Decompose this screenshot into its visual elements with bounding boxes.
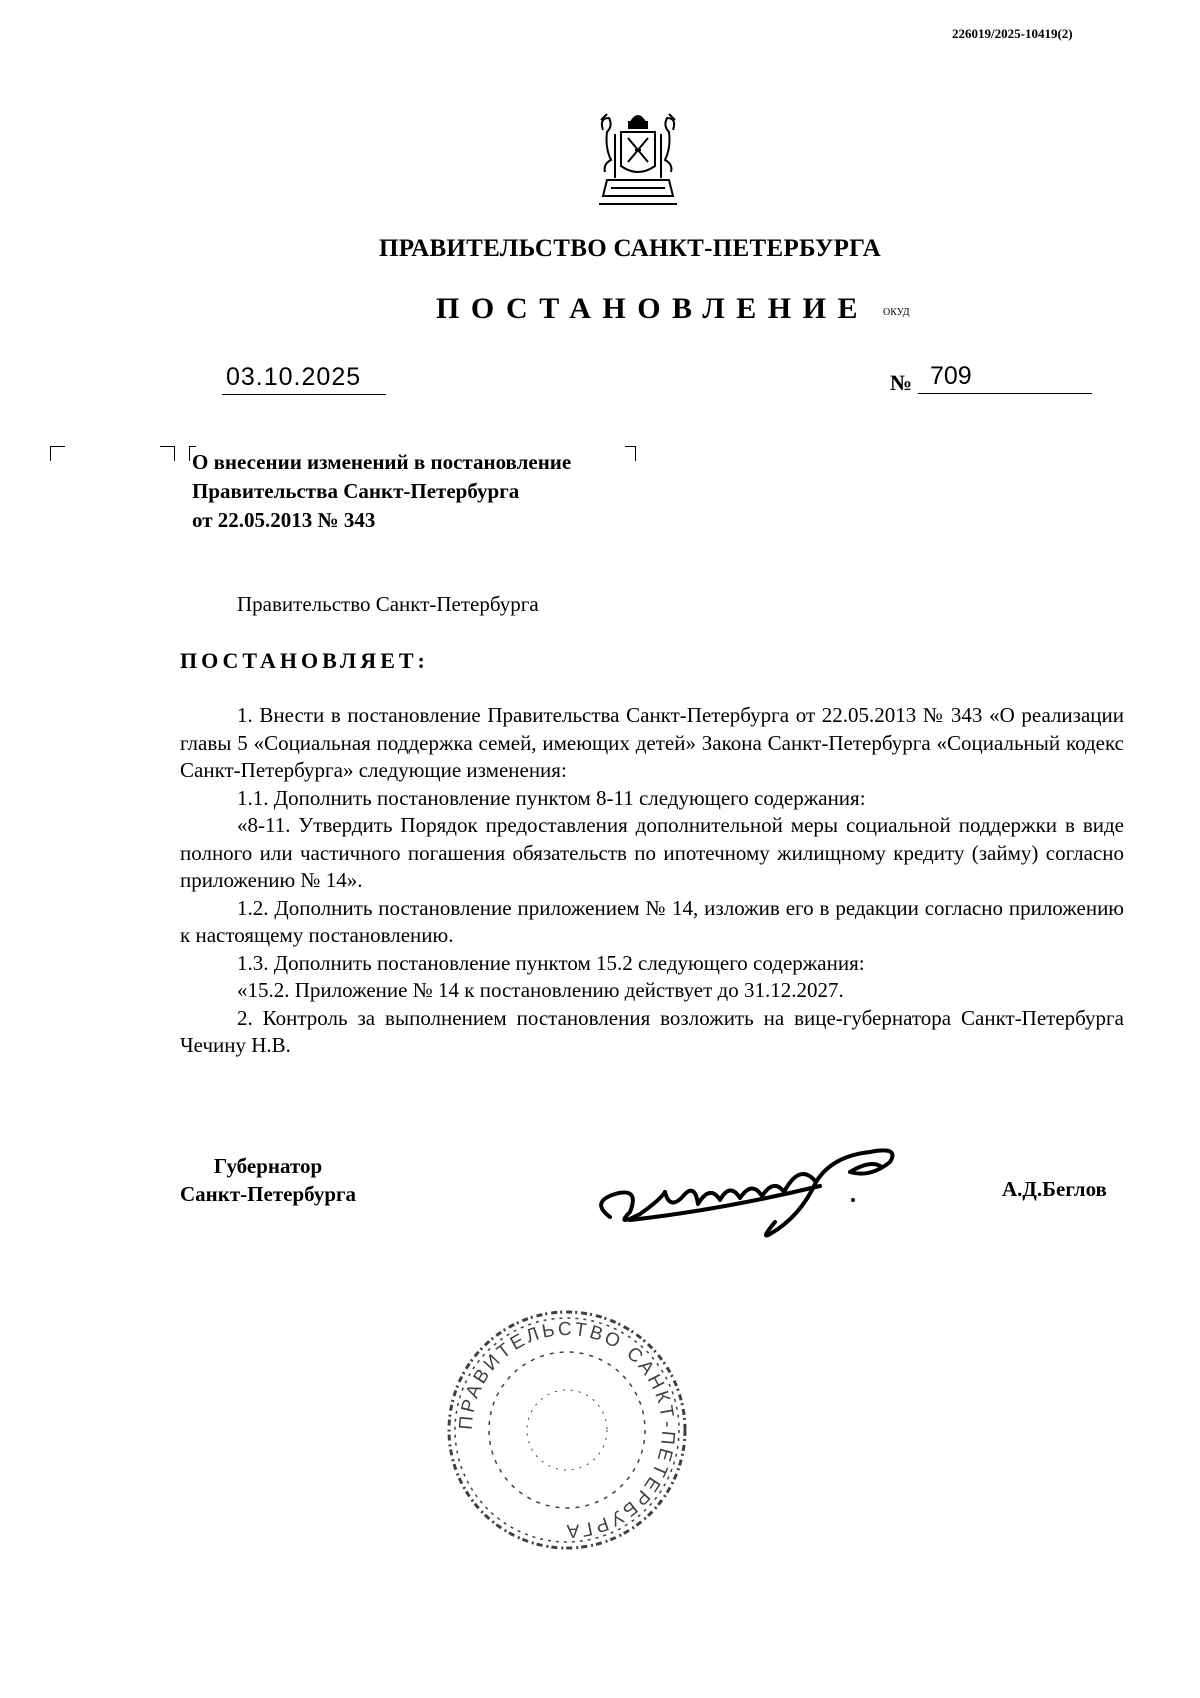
subject-line: О внесении изменений в постановление — [192, 450, 572, 474]
paragraph-1-2: 1.2. Дополнить постановление приложением № 14, изложив его в редакции согласно приложению к настоящему постановлению. — [180, 895, 1124, 947]
paragraph-1-1: 1.1. Дополнить постановление пунктом 8-11 следующего содержания: — [237, 785, 866, 810]
subject-bracket-right-inner — [625, 446, 636, 461]
registration-date: 03.10.2025 — [222, 363, 386, 395]
paragraph-1: 1. Внести в постановление Правительства Санкт-Петербурга от 22.05.2013 № 343 «О реализации главы 5 «Социальная поддержка семей, имеющих детей» Закона Санкт-Петербурга «Социальный кодекс Санкт-Петербурга» следующие изменения: — [180, 703, 1124, 782]
document-type-title: ПОСТАНОВЛЕНИЕ — [436, 292, 869, 325]
paragraph-2: 2. Контроль за выполнением постановления возложить на вице-губернатора Санкт-Петербурга Чечину Н.В. — [180, 1005, 1124, 1057]
organization-title: ПРАВИТЕЛЬСТВО САНКТ-ПЕТЕРБУРГА — [378, 235, 882, 262]
signer-role-line: Губернатор — [213, 1154, 323, 1178]
registration-number-label: № — [890, 370, 913, 395]
document-subject — [192, 448, 571, 535]
document-id: 226019/2025-10419(2) — [952, 26, 1073, 41]
subject-bracket-right-outer — [160, 446, 175, 461]
paragraph-1-3: 1.3. Дополнить постановление пунктом 15.2 следующего содержания: — [237, 950, 865, 975]
signature-icon — [570, 1122, 930, 1242]
subject-line: от 22.05.2013 № 343 — [192, 508, 376, 532]
issuer-text: Правительство Санкт-Петербурга — [237, 592, 539, 616]
stamp-text: ПРАВИТЕЛЬСТВО САНКТ-ПЕТЕРБУРГА — [455, 1318, 679, 1542]
decree-body — [180, 702, 1124, 1060]
coat-of-arms-icon — [591, 108, 685, 212]
signer-role — [180, 1152, 356, 1208]
signer-role-line: Санкт-Петербурга — [180, 1182, 357, 1206]
decrees-heading: ПОСТАНОВЛЯЕТ: — [180, 648, 429, 673]
subject-bracket-left-outer — [50, 446, 65, 461]
signer-name: А.Д.Беглов — [1002, 1177, 1107, 1201]
official-seal-icon — [442, 1305, 692, 1555]
subject-line: Правительства Санкт-Петербурга — [192, 479, 520, 503]
paragraph-8-11-text: «8-11. Утвердить Порядок предоставления дополнительной меры социальной поддержки в виде полного или частичного погашения обязательств по ипотечному жилищному кредиту (займу) согласно приложению № 14». — [180, 813, 1124, 892]
okud-label: ОКУД — [883, 307, 910, 318]
paragraph-15-2-text: «15.2. Приложение № 14 к постановлению действует до 31.12.2027. — [237, 978, 844, 1002]
registration-number: 709 — [918, 362, 1092, 394]
